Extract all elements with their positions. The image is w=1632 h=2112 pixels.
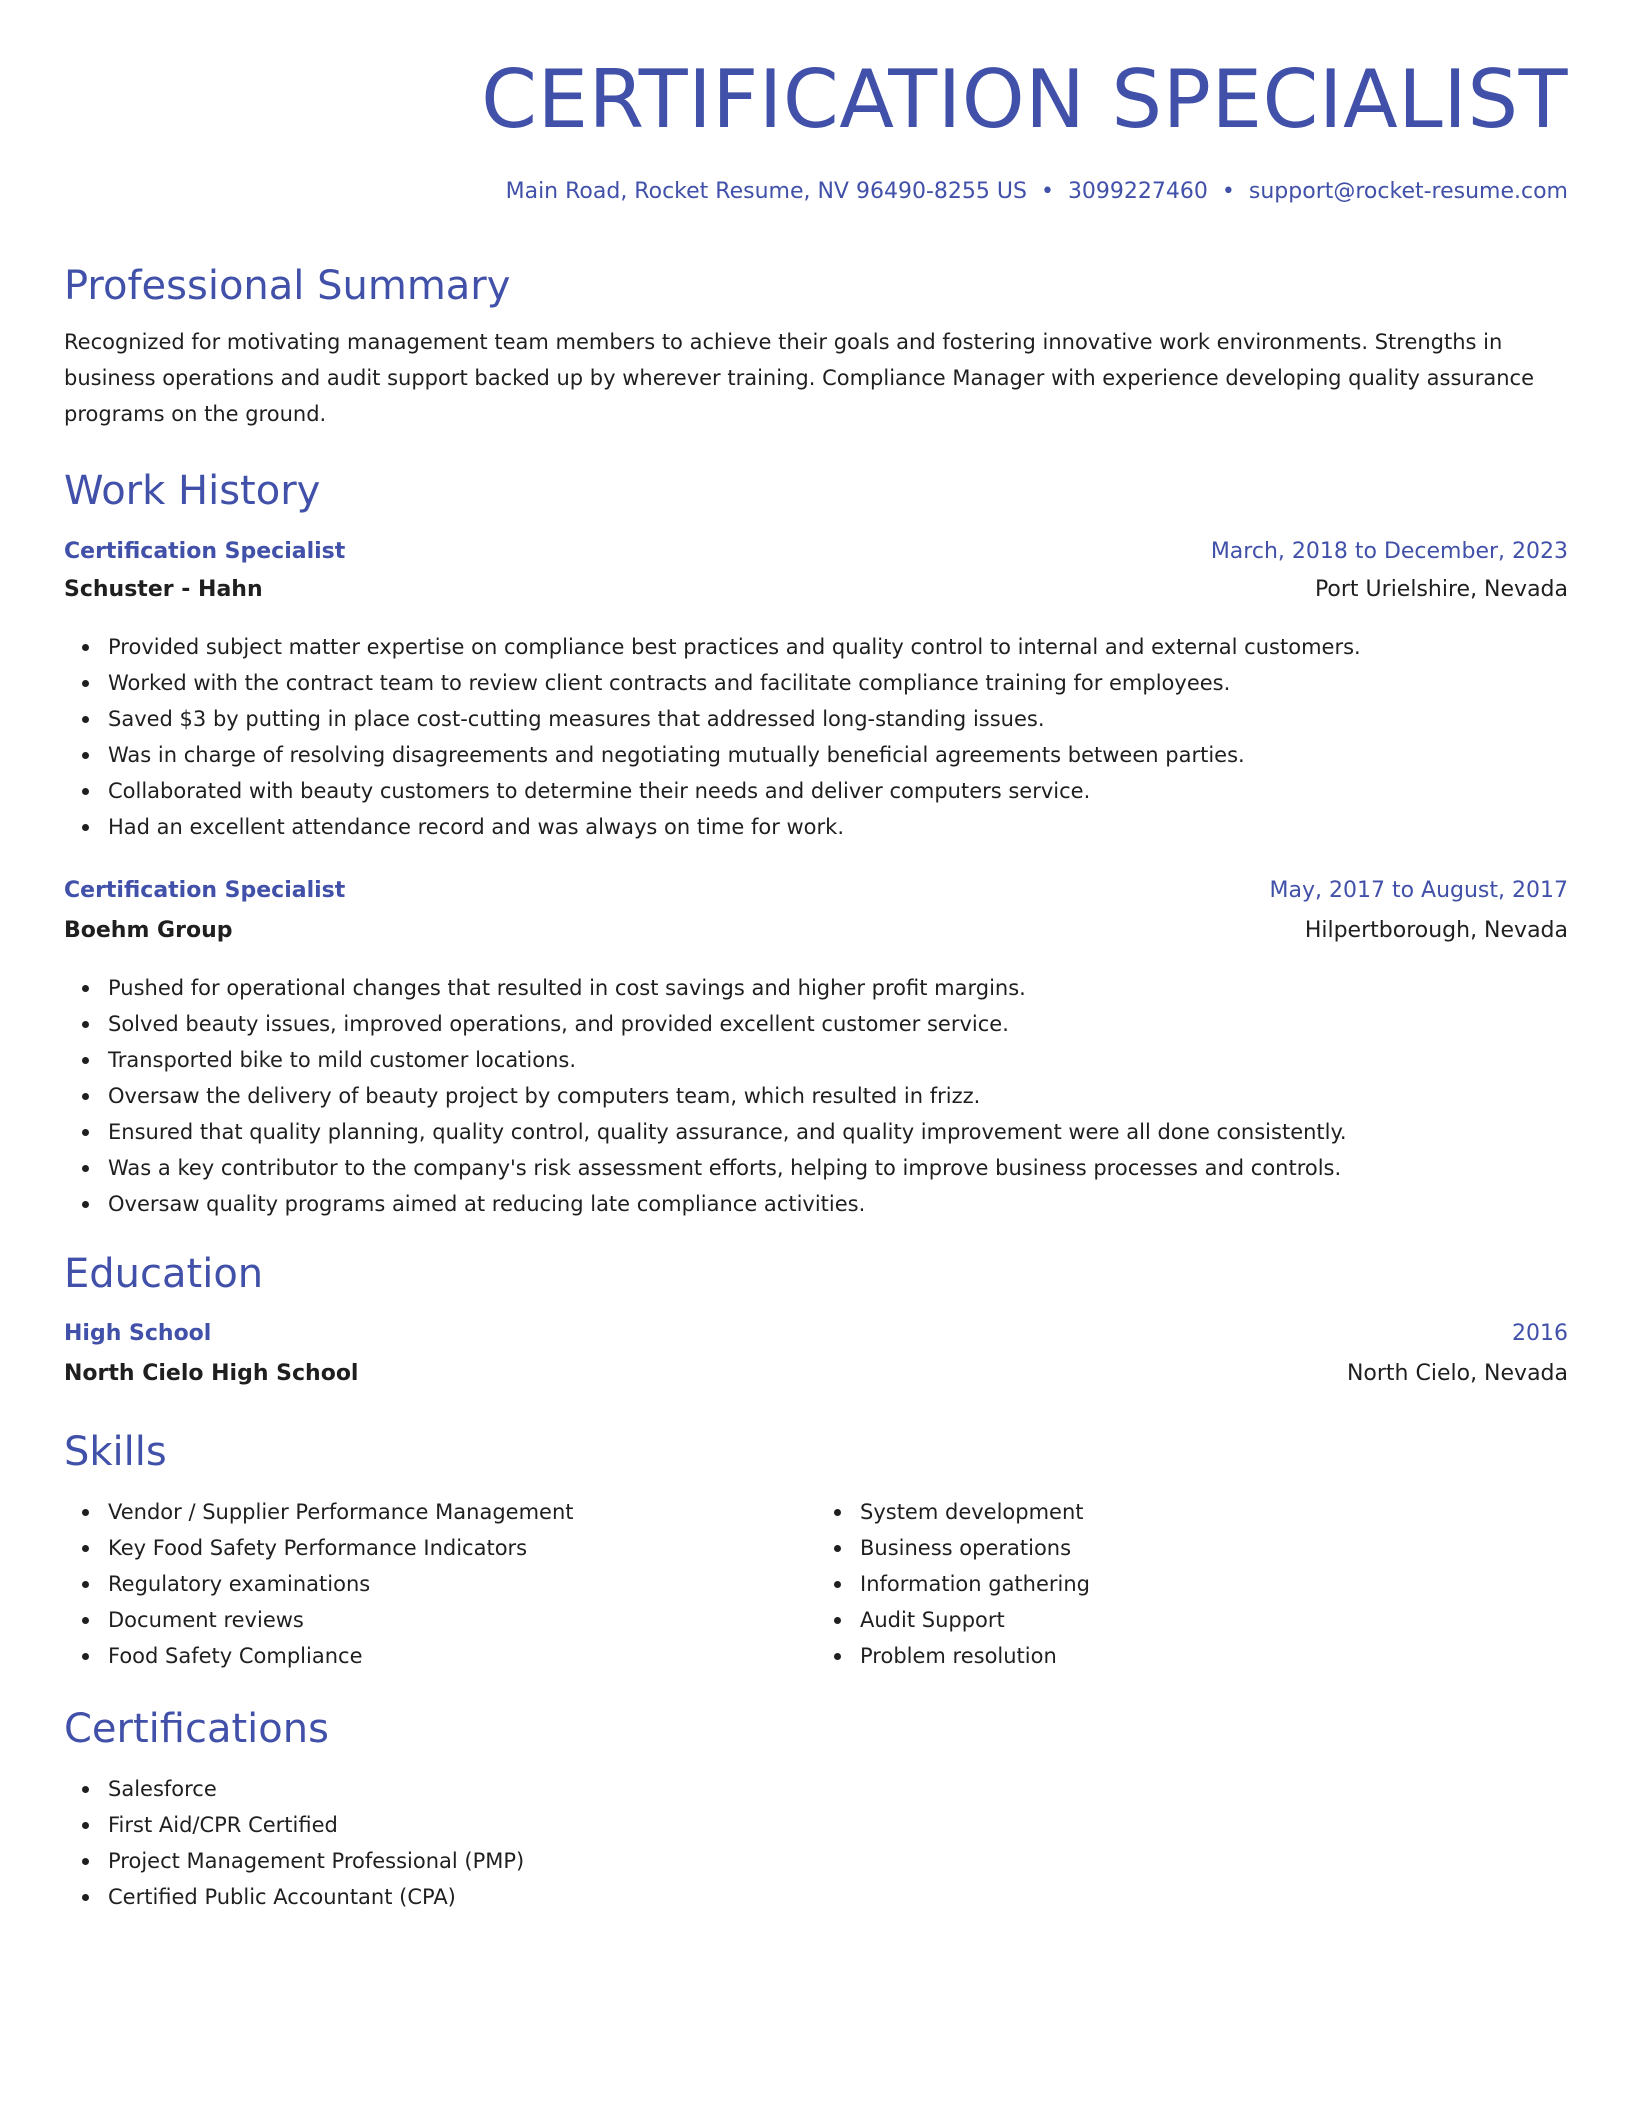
certification-item: Certified Public Accountant (CPA)	[108, 1879, 1568, 1915]
job-title: Certification Specialist	[64, 539, 346, 564]
skill-item: Food Safety Compliance	[108, 1638, 816, 1674]
list-item: Was a key contributor to the company's risk assessment efforts, helping to improve business processes and controls.	[108, 1150, 1568, 1186]
skill-item: Key Food Safety Performance Indicators	[108, 1530, 816, 1566]
section-title-skills: Skills	[64, 1429, 167, 1475]
list-item: Oversaw the delivery of beauty project by computers team, which resulted in frizz.	[108, 1078, 1568, 1114]
section-title-work-history: Work History	[64, 468, 321, 514]
skill-item: Audit Support	[860, 1602, 1568, 1638]
job-title: Certification Specialist	[64, 878, 346, 903]
education-degree: High School	[64, 1321, 212, 1346]
contact-line	[506, 177, 1568, 207]
certifications-list	[64, 1771, 1568, 1915]
skill-item: Information gathering	[860, 1566, 1568, 1602]
list-item: Collaborated with beauty customers to determine their needs and deliver computers service.	[108, 773, 1568, 809]
section-title-certifications: Certifications	[64, 1706, 329, 1752]
section-title-summary: Professional Summary	[64, 263, 511, 309]
certifications-section	[64, 1705, 1568, 1915]
summary-text: Recognized for motivating management team members to achieve their goals and fostering innovative work environments. Strengths in business operations and audit support backed up by wherever training. Compliance Manager with experience developing quality assurance programs on the ground.	[64, 330, 1534, 426]
job-bullets	[64, 629, 1568, 845]
work-history-section	[64, 467, 1568, 515]
education-location: North Cielo, Nevada	[1346, 1361, 1568, 1386]
list-item: Provided subject matter expertise on compliance best practices and quality control to internal and external customers.	[108, 629, 1568, 665]
skill-item: Regulatory examinations	[108, 1566, 816, 1602]
list-item: Saved $3 by putting in place cost-cutting measures that addressed long-standing issues.	[108, 701, 1568, 737]
list-item: Oversaw quality programs aimed at reducing late compliance activities.	[108, 1186, 1568, 1222]
skills-section	[64, 1428, 1568, 1674]
skill-item: Problem resolution	[860, 1638, 1568, 1674]
education-year: 2016	[1512, 1321, 1568, 1346]
job-location: Hilpertborough, Nevada	[1304, 918, 1568, 943]
education-section	[64, 1250, 1568, 1298]
list-item: Was in charge of resolving disagreements and negotiating mutually beneficial agreements between parties.	[108, 737, 1568, 773]
contact-address: Main Road, Rocket Resume, NV 96490-8255 US	[505, 179, 1027, 204]
contact-phone: 3099227460	[1067, 179, 1208, 204]
skills-grid	[64, 1494, 1568, 1674]
skills-list-left	[64, 1494, 816, 1674]
certification-item: Project Management Professional (PMP)	[108, 1843, 1568, 1879]
job-entry	[64, 539, 1568, 845]
job-dates: March, 2018 to December, 2023	[1210, 539, 1568, 564]
certification-item: First Aid/CPR Certified	[108, 1807, 1568, 1843]
certification-item: Salesforce	[108, 1771, 1568, 1807]
list-item: Solved beauty issues, improved operations, and provided excellent customer service.	[108, 1006, 1568, 1042]
job-dates: May, 2017 to August, 2017	[1269, 878, 1568, 903]
list-item: Ensured that quality planning, quality control, quality assurance, and quality improvement were all done consistently.	[108, 1114, 1568, 1150]
list-item: Worked with the contract team to review client contracts and facilitate compliance training for employees.	[108, 665, 1568, 701]
list-item: Had an excellent attendance record and was always on time for work.	[108, 809, 1568, 845]
resume-name: CERTIFICATION SPECIALIST	[481, 53, 1568, 146]
skill-item: Document reviews	[108, 1602, 816, 1638]
contact-separator: •	[1040, 179, 1054, 204]
list-item: Transported bike to mild customer locations.	[108, 1042, 1568, 1078]
education-entry	[64, 1321, 1568, 1399]
skill-item: Business operations	[860, 1530, 1568, 1566]
skills-list-right	[816, 1494, 1568, 1674]
list-item: Pushed for operational changes that resulted in cost savings and higher profit margins.	[108, 970, 1568, 1006]
job-bullets	[64, 970, 1568, 1222]
education-school: North Cielo High School	[64, 1361, 359, 1386]
skill-item: Vendor / Supplier Performance Management	[108, 1494, 816, 1530]
job-employer: Schuster - Hahn	[64, 577, 263, 602]
job-employer: Boehm Group	[64, 918, 233, 943]
contact-email[interactable]: support@rocket-resume.com	[1248, 179, 1568, 204]
job-location: Port Urielshire, Nevada	[1314, 577, 1568, 602]
summary-section	[64, 262, 1568, 432]
job-entry	[64, 878, 1568, 1222]
contact-separator: •	[1221, 179, 1235, 204]
section-title-education: Education	[64, 1251, 264, 1297]
skill-item: System development	[860, 1494, 1568, 1530]
